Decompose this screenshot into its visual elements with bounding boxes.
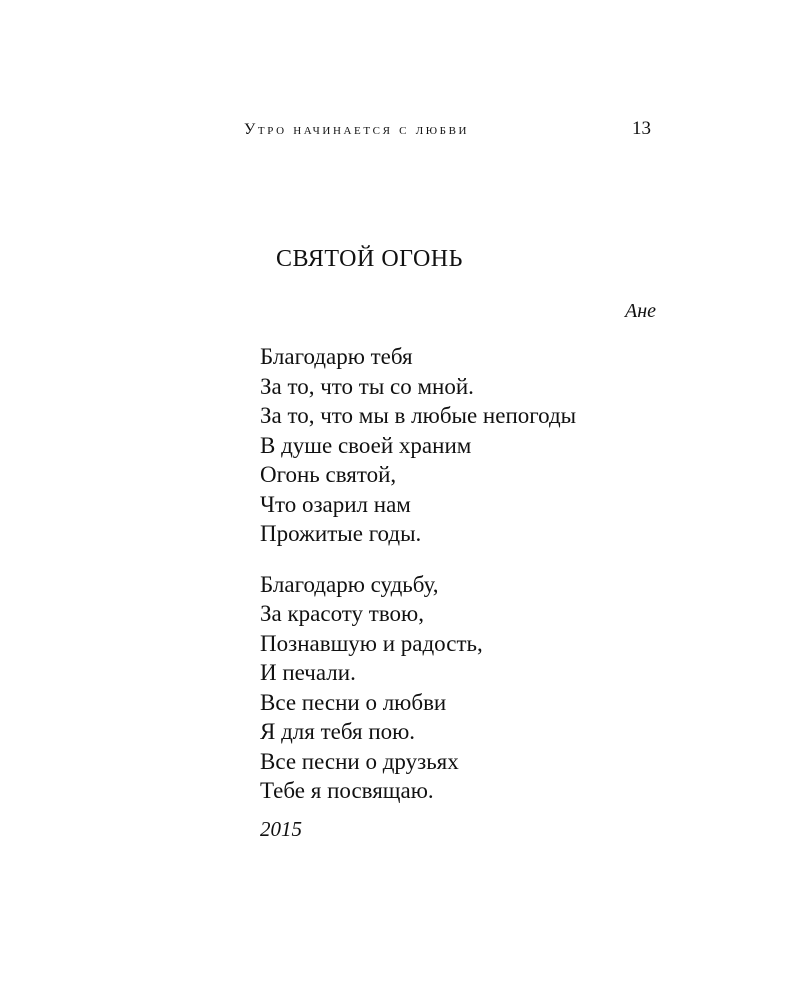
running-head: Утро начинается с любви (244, 121, 470, 138)
poem-line: Прожитые годы. (260, 521, 422, 546)
poem-line: Я для тебя пою. (260, 719, 416, 744)
poem-line: Огонь святой, (260, 462, 397, 487)
page-number: 13 (632, 118, 651, 139)
poem-line: Все песни о любви (260, 689, 447, 715)
poem-dedication: Ане (624, 300, 656, 322)
poem-line: За то, что мы в любые непогоды (260, 403, 577, 428)
poem-line: Что озарил нам (260, 491, 411, 517)
poem-line: Благодарю судьбу, (260, 571, 439, 597)
stanza (260, 570, 576, 806)
poem-line: Познавшую и радость, (260, 630, 483, 656)
poem-body (260, 342, 576, 806)
poem-line: И печали. (260, 660, 356, 685)
poem-line: Тебе я посвящаю. (260, 778, 434, 803)
poem-line: За красоту твою, (260, 601, 424, 626)
poem-date: 2015 (260, 817, 302, 841)
poem-line: За то, что ты со мной. (260, 373, 474, 399)
poem-line: В душе своей храним (260, 432, 472, 458)
poem-line: Все песни о друзьях (260, 748, 459, 774)
poem-line: Благодарю тебя (260, 344, 413, 369)
stanza (260, 342, 576, 549)
poem-title: СВЯТОЙ ОГОНЬ (276, 246, 463, 272)
